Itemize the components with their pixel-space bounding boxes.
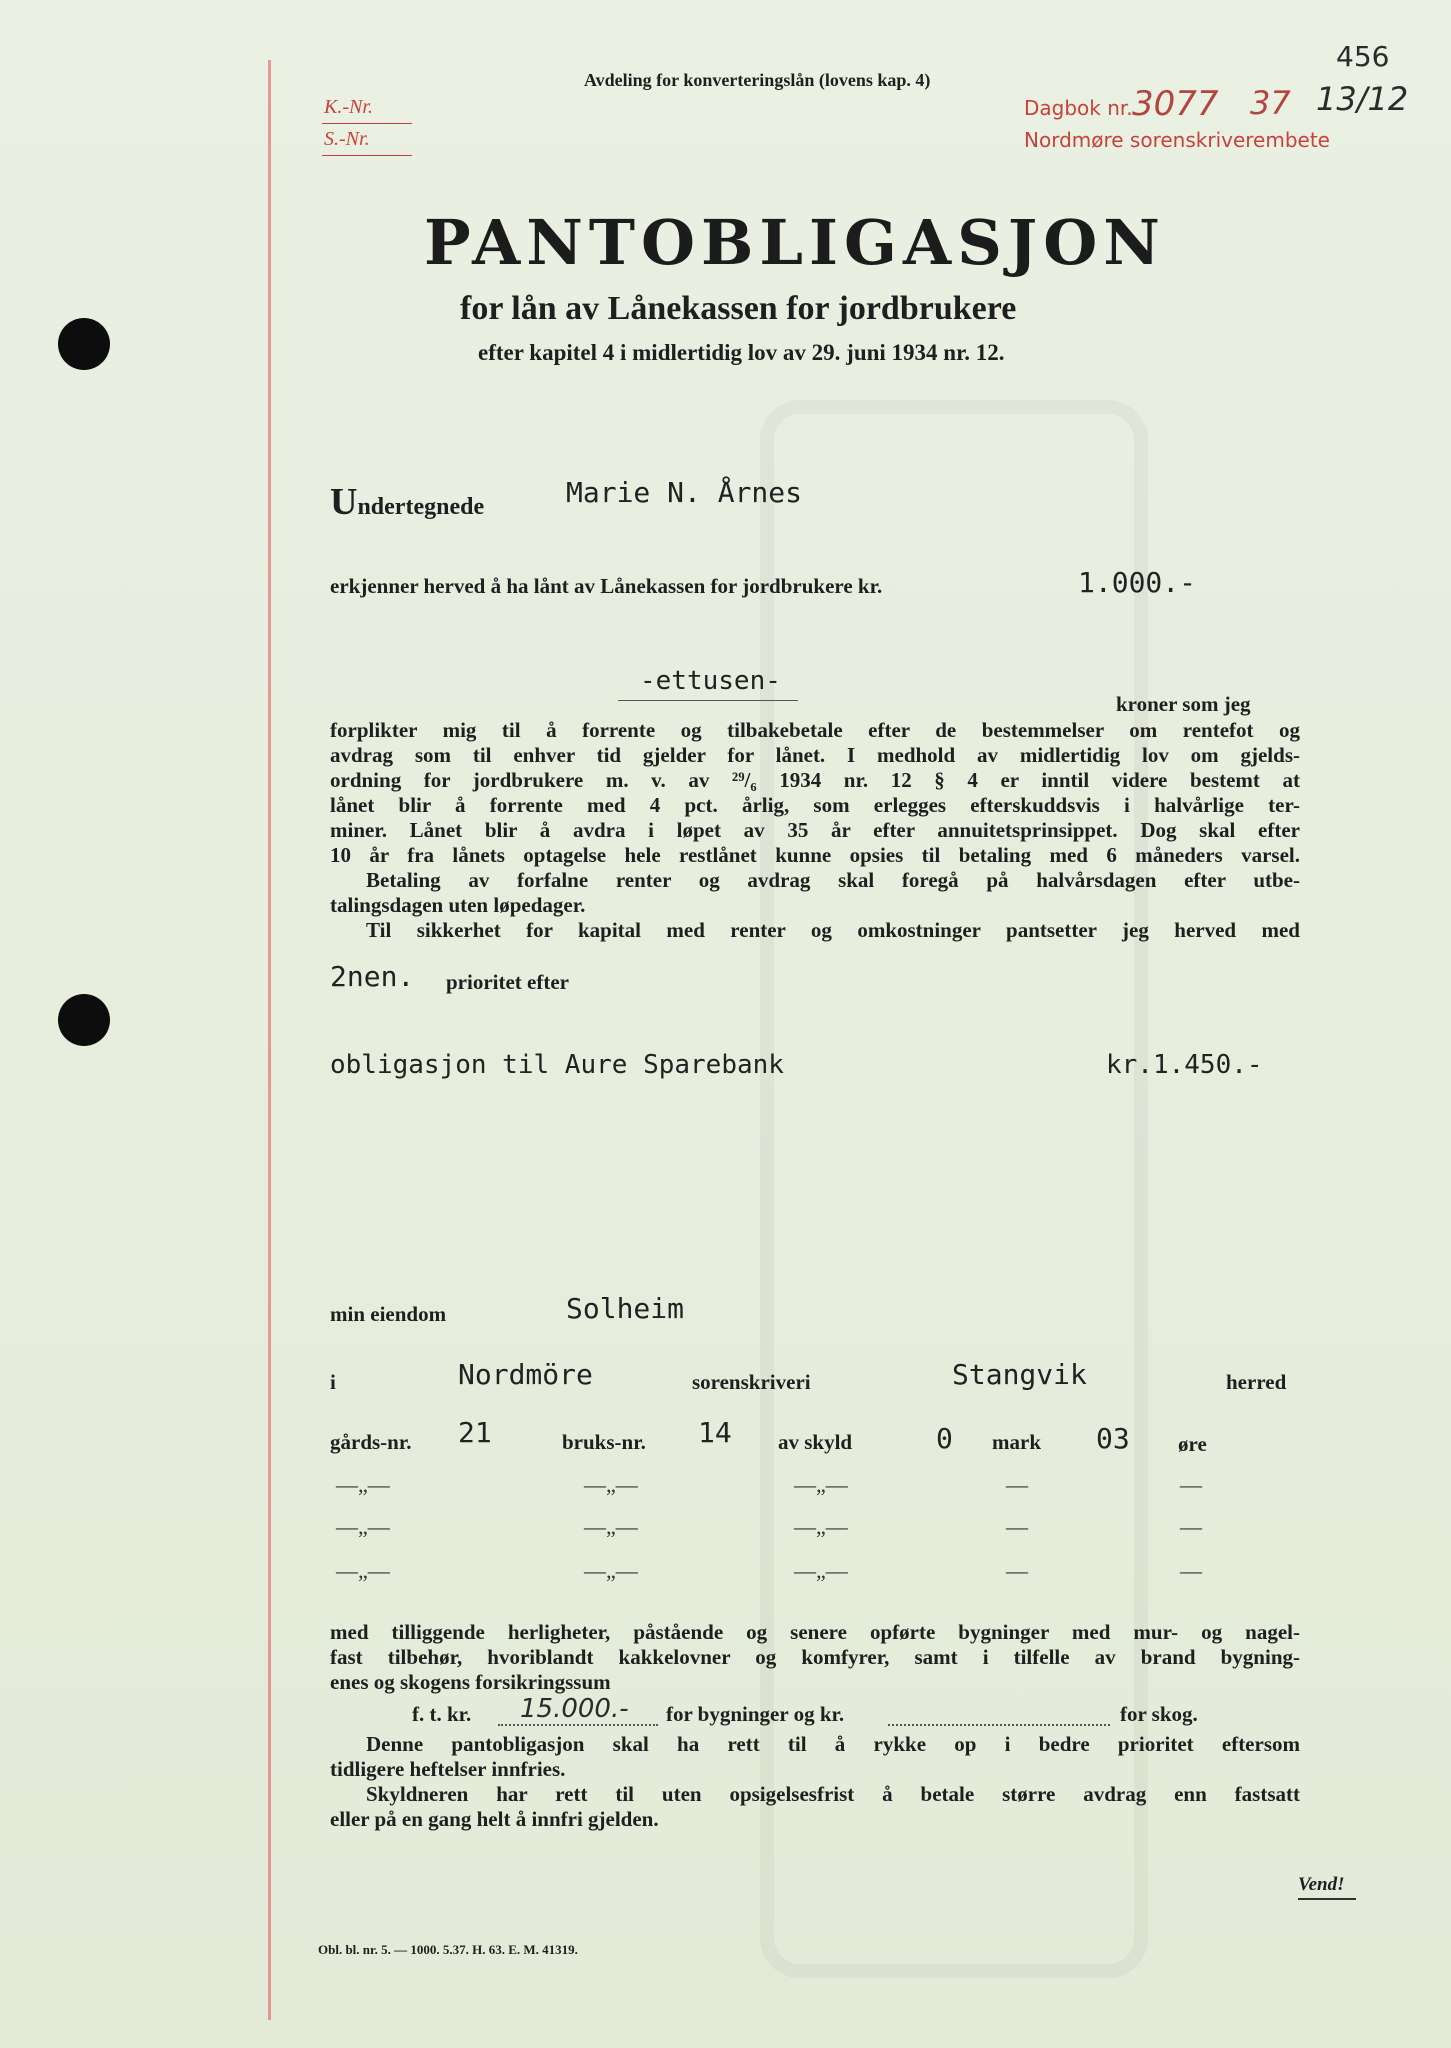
ditto-ore-2: —: [1180, 1514, 1202, 1539]
priority-value: 2nen.: [330, 960, 415, 993]
closing-line-3: enes og skogens forsikringssum: [330, 1670, 611, 1694]
right-line-2: eller på en gang helt å innfri gjelden.: [330, 1807, 659, 1831]
loan-amount-words: -ettusen-: [640, 666, 781, 696]
skyld-label: av skyld: [778, 1430, 853, 1454]
prio-line-1: Denne pantobligasjon skal ha rett til å rykke op i bedre prioritet eftersom: [366, 1732, 1300, 1756]
eiendom-value: Solheim: [566, 1292, 685, 1325]
ditto-ore-1: —: [1180, 1472, 1202, 1497]
s-nr-label: S.-Nr.: [324, 128, 370, 150]
ditto-bruks-3: —„—: [584, 1558, 638, 1583]
dagbok-number: 3077: [1132, 84, 1219, 124]
terms-line-3: ordning for jordbrukere m. v. av ²⁹/₆ 1934 nr. 12 § 4 er inntil videre bestemt at: [330, 768, 1300, 792]
ditto-mark-1: —: [1006, 1472, 1028, 1497]
gards-value: 21: [458, 1416, 492, 1449]
undertegnede-rest: ndertegnede: [357, 494, 485, 520]
ft-value: 15.000.-: [520, 1694, 629, 1724]
acknowledge-text: erkjenner herved å ha lånt av Lånekassen for jordbrukere kr.: [330, 574, 883, 598]
dagbok-label: Dagbok nr.: [1024, 96, 1133, 120]
ditto-gards-1: —„—: [336, 1472, 390, 1497]
ditto-bruks-1: —„—: [584, 1472, 638, 1497]
k-nr-label: K.-Nr.: [324, 96, 373, 118]
bruks-label: bruks-nr.: [562, 1430, 646, 1454]
terms-line-4: lånet blir å forrente med 4 pct. årlig, som erlegges efterskuddsvis i halvårlige ter-: [330, 793, 1300, 817]
punch-hole-top: [58, 318, 110, 370]
ft-dotted-line: [498, 1724, 658, 1726]
skog-label: for skog.: [1120, 1702, 1198, 1726]
sorenskriveri-label: sorenskriveri: [692, 1370, 811, 1394]
terms-line-1: forplikter mig til å forrente og tilbakebetale efter de bestemmelser om rentefot og: [330, 718, 1300, 742]
prio-line-2: tidligere heftelser innfries.: [330, 1757, 566, 1781]
right-line-1: Skyldneren har rett til uten opsigelsesfrist å betale større avdrag enn fastsatt: [366, 1782, 1300, 1806]
ditto-mark-2: —: [1006, 1514, 1028, 1539]
ditto-mark-3: —: [1006, 1558, 1028, 1583]
ditto-gards-3: —„—: [336, 1558, 390, 1583]
year-mark: 37: [1250, 84, 1291, 122]
terms-line-2: avdrag som til enhver tid gjelder for lånet. I medhold av midlertidig lov om gjelds-: [330, 743, 1300, 767]
gards-label: gårds-nr.: [330, 1430, 412, 1454]
office-stamp: Nordmøre sorenskriverembete: [1024, 128, 1330, 152]
s-nr-underline: [322, 155, 412, 156]
drop-cap: U: [330, 481, 358, 523]
vend-note: Vend!: [1298, 1874, 1345, 1895]
loan-terms-paragraph: [330, 718, 1300, 943]
amount-words-underline: [618, 700, 798, 701]
terms-line-5: miner. Lånet blir å avdra i løpet av 35 år efter annuitetsprinsippet. Dog skal efter: [330, 818, 1300, 842]
punch-hole-bottom: [58, 994, 110, 1046]
date-mark: 13/12: [1316, 80, 1409, 118]
ft-label: f. t. kr.: [412, 1702, 472, 1726]
loan-amount: 1.000.-: [1078, 566, 1197, 599]
skog-dotted-line: [888, 1724, 1110, 1726]
i-label: i: [330, 1370, 336, 1394]
form-reference: Obl. bl. nr. 5. — 1000. 5.37. H. 63. E. M. 41319.: [318, 1942, 578, 1957]
vend-underline: [1298, 1898, 1356, 1900]
closing-line-1: med tilliggende herligheter, påstående og senere opførte bygninger med mur- og nagel-: [330, 1620, 1300, 1644]
k-nr-underline: [322, 123, 412, 124]
page-number: 456: [1336, 40, 1390, 73]
ditto-bruks-2: —„—: [584, 1514, 638, 1539]
mark-value: 0: [936, 1422, 953, 1455]
buildings-label: for bygninger og kr.: [666, 1702, 845, 1726]
priority-label: prioritet efter: [446, 970, 569, 994]
law-reference: efter kapitel 4 i midlertidig lov av 29. juni 1934 nr. 12.: [478, 340, 1005, 365]
division-heading: Avdeling for konverteringslån (lovens kap. 4): [584, 70, 931, 90]
margin-rule: [268, 60, 271, 2020]
ore-value: 03: [1096, 1422, 1130, 1455]
document-title: PANTOBLIGASJON: [424, 206, 1166, 279]
prior-debt: obligasjon til Aure Sparebank: [330, 1050, 784, 1080]
kroner-label: kroner som jeg: [1116, 692, 1251, 716]
municipality-value: Stangvik: [952, 1358, 1087, 1391]
ditto-skyld-1: —„—: [794, 1472, 848, 1497]
payment-line-1: Betaling av forfalne renter og avdrag skal foregå på halvårsdagen efter utbe-: [366, 868, 1300, 892]
mark-label: mark: [992, 1430, 1041, 1454]
debtor-name: Marie N. Årnes: [566, 476, 803, 509]
bruks-value: 14: [698, 1416, 732, 1449]
priority-paragraph: [330, 1732, 1300, 1832]
payment-line-2: talingsdagen uten løpedager.: [330, 893, 586, 917]
district-value: Nordmöre: [458, 1358, 593, 1391]
prior-debt-amount: kr.1.450.-: [1106, 1050, 1263, 1080]
herred-label: herred: [1226, 1370, 1287, 1394]
eiendom-label: min eiendom: [330, 1302, 447, 1326]
ditto-skyld-2: —„—: [794, 1514, 848, 1539]
ditto-skyld-3: —„—: [794, 1558, 848, 1583]
security-line: Til sikkerhet for kapital med renter og omkostninger pantsetter jeg herved med: [366, 918, 1300, 942]
ditto-gards-2: —„—: [336, 1514, 390, 1539]
terms-line-6: 10 år fra lånets optagelse hele restlånet kunne opsies til betaling med 6 måneders varsel.: [330, 843, 1300, 867]
document-subtitle: for lån av Lånekassen for jordbrukere: [460, 290, 1017, 327]
ditto-ore-3: —: [1180, 1558, 1202, 1583]
closing-line-2: fast tilbehør, hvoriblandt kakkelovner og komfyrer, samt i tilfelle av brand bygning-: [330, 1645, 1300, 1669]
closing-paragraph: [330, 1620, 1300, 1695]
undertegnede-label: [330, 480, 484, 524]
ore-label: øre: [1178, 1432, 1207, 1456]
